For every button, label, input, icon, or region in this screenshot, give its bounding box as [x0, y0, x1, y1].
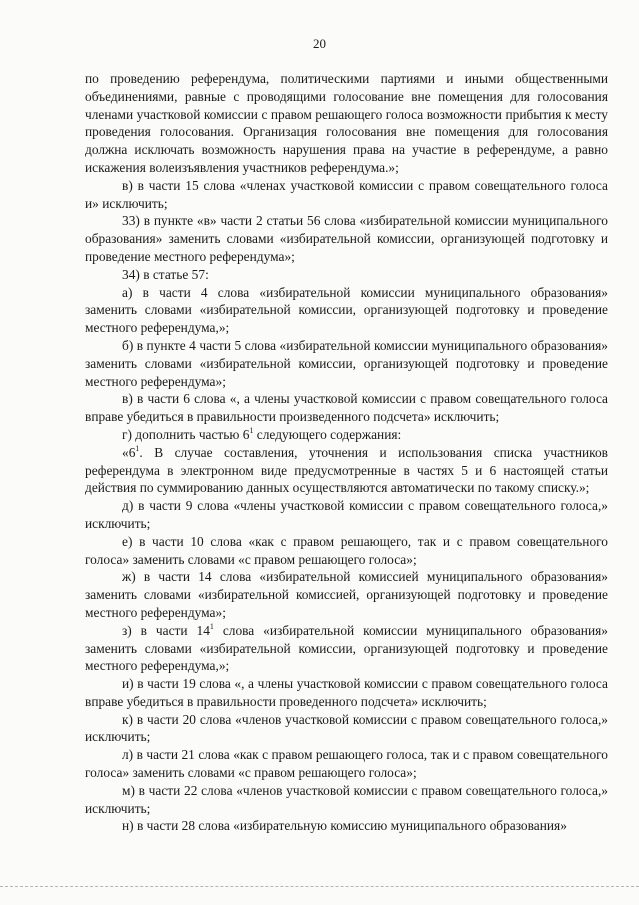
paragraph-item-b: б) в пункте 4 части 5 слова «избирательной комиссии муниципального образования» заменить словами «избирательной комиссии, организующей подготовку и проведение местного референдума»; — [85, 337, 608, 389]
paragraph-item-m: м) в части 22 слова «членов участковой комиссии с правом совещательного голоса,» исключить; — [85, 782, 608, 816]
paragraph-item-e: е) в части 10 слова «как с правом решающего, так и с правом совещательного голоса» заменить словами «с правом решающего голоса»; — [85, 533, 608, 567]
page-bottom-divider — [0, 886, 639, 887]
paragraph-item-v-part-15: в) в части 15 слова «членах участковой комиссии с правом совещательного голоса и» исключить; — [85, 177, 608, 211]
paragraph-item-g: г) дополнить частью $6^1$ следующего содержания: — [122, 425, 402, 442]
paragraph-item-zh: ж) в части 14 слова «избирательной комиссией муниципального образования» заменить словами «избирательной комиссией, организующей подготовку и проведение местного референдума»; — [85, 569, 608, 620]
document-body — [85, 70, 608, 835]
paragraph-quote-6-1: «$6^1$. В случае составления, уточнения и использования списка участников референдума в электронном виде предусмотренные в частях 5 и 6 настоящей статьи действия по суммированию данных осуществляются автоматически по такому списку.»; — [85, 443, 608, 496]
paragraph-item-v: в) в части 6 слова «, а члены участковой комиссии с правом совещательного голоса вправе убедиться в правильности произведенного подсчета» исключить; — [85, 391, 608, 425]
paragraph-item-z: з) в части $14^1$ слова «избирательной комиссии муниципального образования» заменить словами «избирательной комиссии, организующей подготовку и проведение местного референдума,»; — [85, 621, 608, 674]
page-number: 20 — [313, 36, 326, 51]
paragraph-continuation: по проведению референдума, политическими партиями и иными общественными объединениями, равные с проводящими голосование вне помещения для голосования членами участковой комиссии с правом решающего голоса возможности прибытия к месту проведения голосования. Организация голосования вне помещения для голосования должна исключать возможность нарушения права на участие в референдуме, а равно искажения волеизъявления участников референдума.»; — [85, 71, 608, 175]
paragraph-item-d: д) в части 9 слова «члены участковой комиссии с правом совещательного голоса,» исключить; — [85, 498, 608, 531]
paragraph-item-l: л) в части 21 слова «как с правом решающего голоса, так и с правом совещательного голоса» заменить словами «с правом решающего голоса»; — [85, 747, 608, 781]
paragraph-item-n: н) в части 28 слова «избирательную комиссию муниципального образования» — [122, 818, 567, 834]
paragraph-item-34: 34) в статье 57: — [122, 266, 209, 282]
paragraph-item-a: а) в части 4 слова «избирательной комиссии муниципального образования» заменить словами «избирательной комиссии, организующей подготовку и проведение местного референдума,»; — [85, 284, 608, 336]
paragraph-item-33: 33) в пункте «в» части 2 статьи 56 слова «избирательной комиссии муниципального образования» заменить словами «избирательной комиссии, организующей подготовку и проведение местного референдума»; — [85, 213, 608, 264]
paragraph-item-k: к) в части 20 слова «членов участковой комиссии с правом совещательного голоса,» исключить; — [85, 711, 608, 745]
paragraph-item-i: и) в части 19 слова «, а члены участковой комиссии с правом совещательного голоса вправе убедиться в правильности проведенного подсчета» исключить; — [85, 676, 608, 709]
